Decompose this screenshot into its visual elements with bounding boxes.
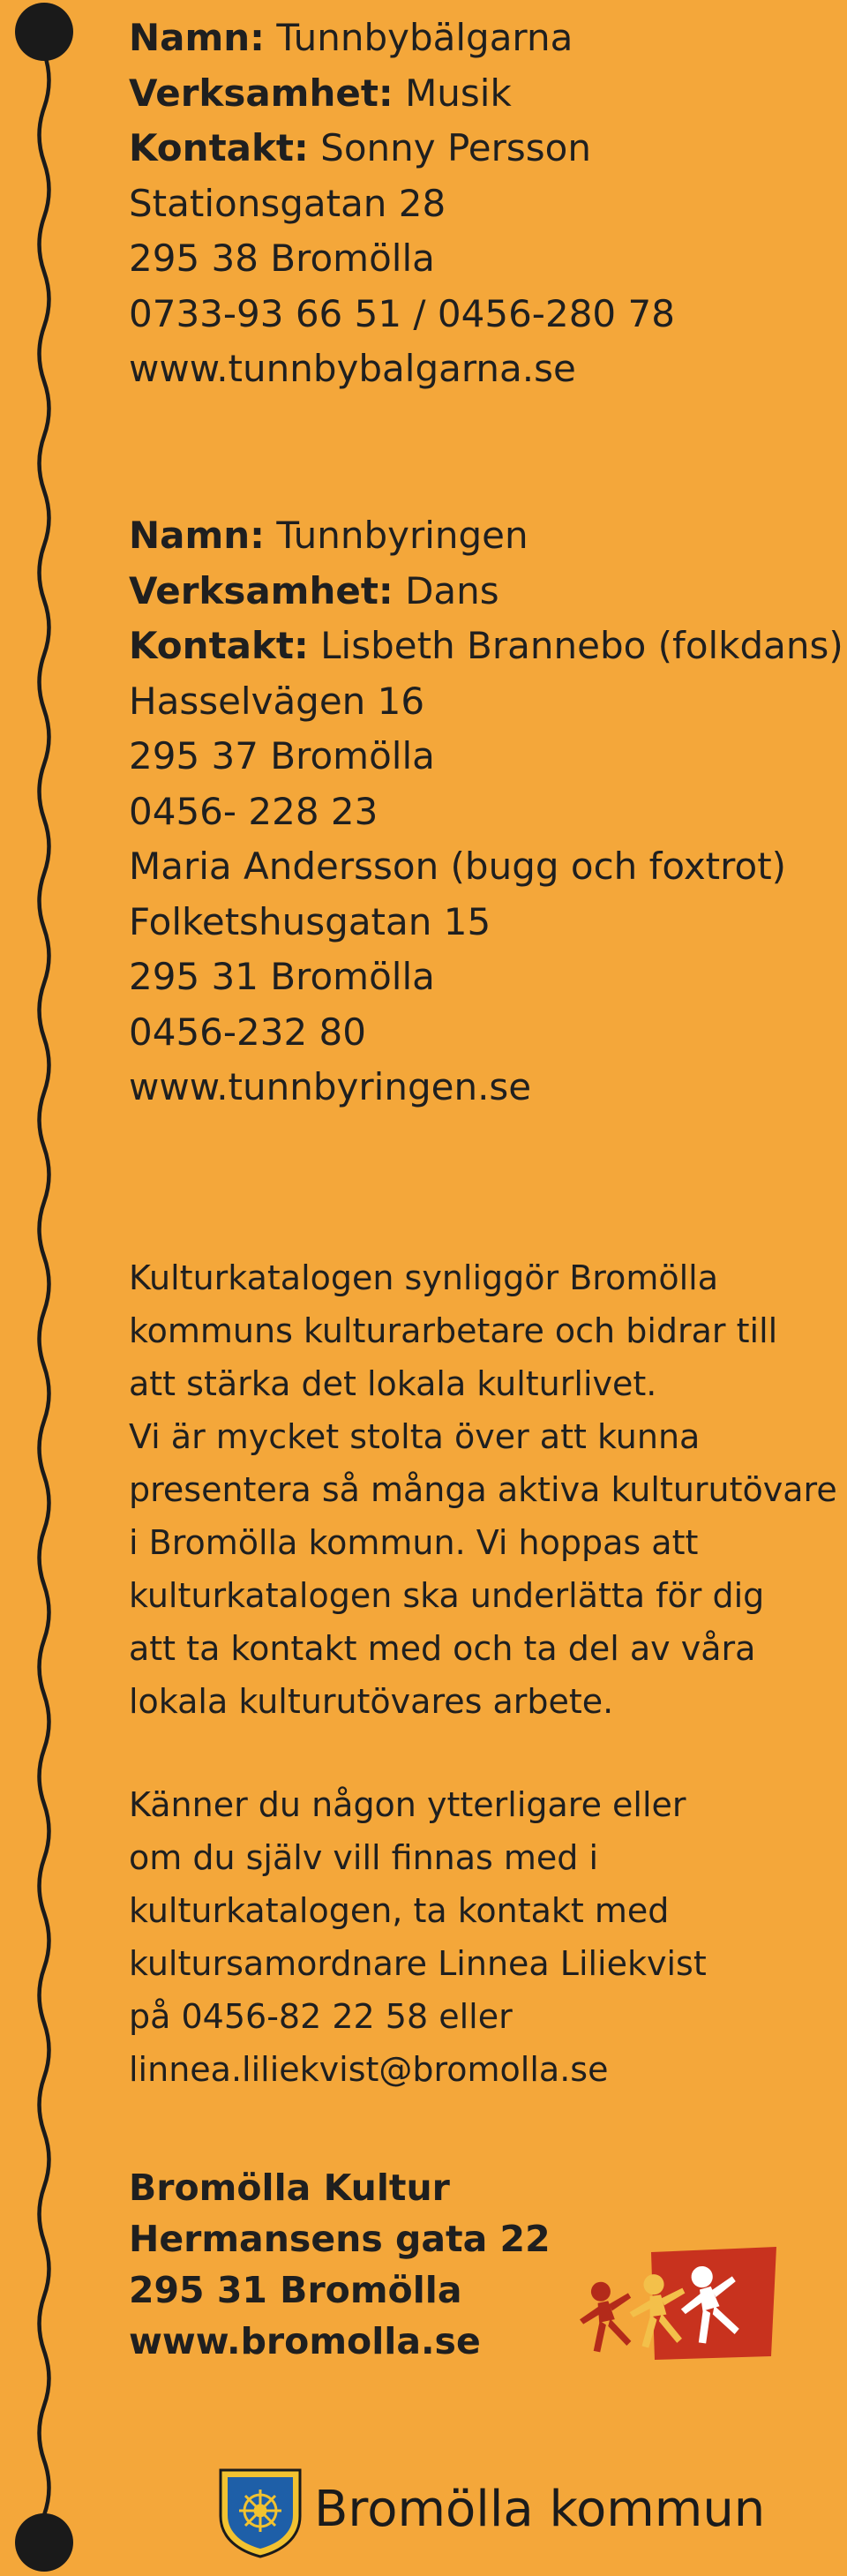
entry-contact: Sonny Persson	[320, 126, 591, 169]
invite-line: kultursamordnare Linnea Liliekvist	[129, 1944, 707, 1983]
entry-activity: Dans	[405, 568, 499, 612]
kultur-org-name: Bromölla Kultur	[129, 2167, 450, 2209]
kultur-street: Hermansens gata 22	[129, 2218, 551, 2260]
thread-line	[40, 53, 49, 2522]
entry-detail-line: Stationsgatan 28	[129, 181, 446, 225]
municipality-name: Bromölla kommun	[314, 2481, 766, 2538]
invite-line: kulturkatalogen, ta kontakt med	[129, 1891, 670, 1930]
kultur-address-block	[129, 2162, 551, 2367]
entry-name-row	[129, 11, 835, 66]
entry-name: Tunnbyringen	[276, 514, 528, 557]
intro-line: Vi är mycket stolta över att kunna	[129, 1417, 701, 1456]
invite-paragraph	[129, 1778, 843, 2096]
doll-red	[573, 2276, 641, 2354]
wavy-thread-decoration	[0, 0, 97, 2576]
intro-line: lokala kulturutövares arbete.	[129, 1682, 614, 1721]
entry-detail-line: 295 37 Bromölla	[129, 734, 435, 777]
intro-line: presentera så många aktiva kulturutövare	[129, 1470, 837, 1509]
entry-detail-line: Hasselvägen 16	[129, 679, 425, 723]
entry-name-row	[129, 508, 835, 564]
entry-contact-row	[129, 121, 835, 176]
entry-website-link[interactable]: www.tunnbyringen.se	[129, 1065, 532, 1108]
entry-name-label: Namn:	[129, 16, 265, 59]
entry-contact-row	[129, 619, 843, 674]
entry-contact-label: Kontakt:	[129, 126, 309, 169]
invite-email-link[interactable]: linnea.liliekvist@bromolla.se	[129, 2050, 609, 2089]
kultur-postal: 295 31 Bromölla	[129, 2269, 462, 2311]
entry-activity-label: Verksamhet:	[129, 568, 394, 612]
intro-line: att ta kontakt med och ta del av våra	[129, 1629, 756, 1668]
catalog-entry-tunnbybalgarna	[129, 11, 835, 397]
municipal-crest-icon	[217, 2467, 304, 2558]
paper-doll-chain-icon	[570, 2243, 778, 2371]
entry-activity: Musik	[405, 71, 512, 115]
entry-name-label: Namn:	[129, 514, 265, 557]
intro-line: Kulturkatalogen synliggör Bromölla	[129, 1258, 719, 1297]
entry-detail-line: 295 38 Bromölla	[129, 237, 435, 280]
entry-activity-row	[129, 66, 835, 122]
catalog-entry-tunnbyringen	[129, 508, 843, 1115]
intro-line: att stärka det lokala kulturlivet.	[129, 1364, 657, 1403]
entry-contact: Lisbeth Brannebo (folkdans)	[320, 624, 843, 667]
entry-detail-line: 0456- 228 23	[129, 789, 379, 833]
entry-activity-row	[129, 564, 835, 620]
intro-line: kommuns kulturarbetare och bidrar till	[129, 1311, 778, 1350]
invite-line: på 0456-82 22 58 eller	[129, 1997, 513, 2036]
entry-activity-label: Verksamhet:	[129, 71, 394, 115]
intro-line: kulturkatalogen ska underlätta för dig	[129, 1576, 765, 1615]
intro-line: i Bromölla kommun. Vi hoppas att	[129, 1523, 699, 1562]
entry-detail-line: 295 31 Bromölla	[129, 955, 435, 998]
entry-contact-label: Kontakt:	[129, 624, 309, 667]
kommun-logo	[217, 2467, 835, 2564]
intro-paragraph	[129, 1251, 843, 1728]
invite-line: Känner du någon ytterligare eller	[129, 1785, 686, 1824]
entry-detail-line: 0456-232 80	[129, 1010, 367, 1054]
invite-line: om du själv vill finnas med i	[129, 1838, 599, 1877]
thread-bottom-knot	[15, 2513, 73, 2572]
entry-name: Tunnbybälgarna	[276, 16, 573, 59]
thread-top-knot	[15, 3, 73, 61]
entry-website-link[interactable]: www.tunnbybalgarna.se	[129, 347, 576, 390]
kultur-website-link[interactable]: www.bromolla.se	[129, 2320, 481, 2362]
entry-detail-line: 0733-93 66 51 / 0456-280 78	[129, 291, 675, 335]
entry-detail-line: Maria Andersson (bugg och foxtrot)	[129, 845, 787, 888]
entry-detail-line: Folketshusgatan 15	[129, 899, 491, 943]
